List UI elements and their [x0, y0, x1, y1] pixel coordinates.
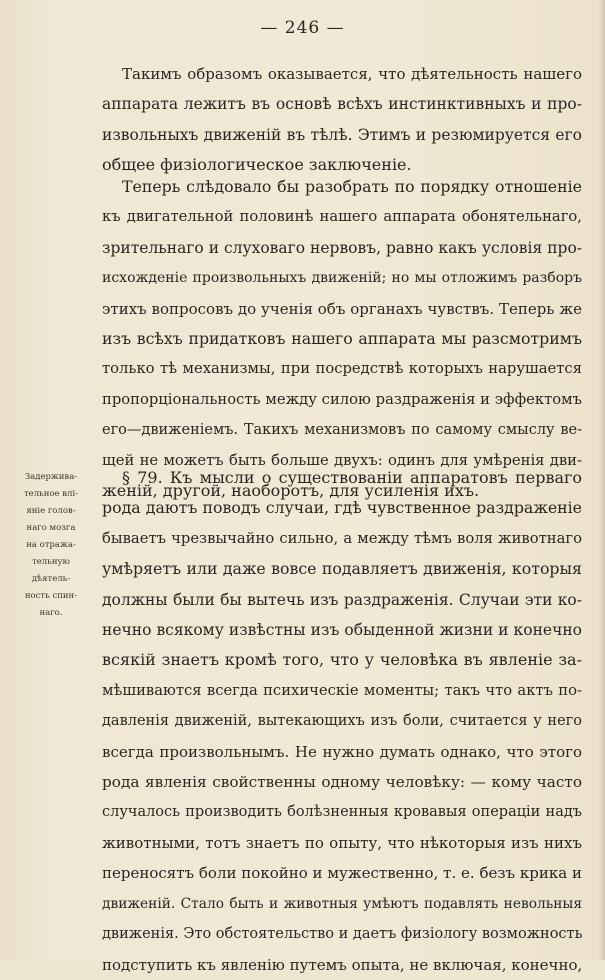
- text-line: умѣряетъ или даже вовсе подавляетъ движенія, которыя: [102, 559, 582, 579]
- text-line: пропорціональность между силою раздраженія и эффектомъ: [102, 390, 582, 408]
- paragraph-2: [102, 172, 582, 506]
- text-line: этихъ вопросовъ до ученія объ органахъ чувствъ. Теперь же: [102, 299, 582, 318]
- text-line: рода явленія свойственны одному человѣку: — кому часто: [102, 773, 582, 792]
- text-line: подступить къ явленію путемъ опыта, не включая, конечно,: [102, 955, 583, 974]
- text-line: аппарата лежитъ въ основѣ всѣхъ инстинктивныхъ и про-: [102, 95, 582, 114]
- text-line: животными, тотъ знаетъ по опыту, что нѣкоторыя изъ нихъ: [102, 833, 582, 852]
- margin-note-line: тельную: [32, 557, 70, 567]
- text-line: мѣшиваются всегда психическіе моменты; такъ что актъ по-: [102, 681, 582, 699]
- margin-note-line: наго.: [39, 608, 63, 618]
- text-line: должны были бы вытечь изъ раздраженія. Случаи эти ко-: [102, 590, 582, 609]
- page-edge-shadow: [599, 0, 605, 960]
- text-line: давленія движеній, вытекающихъ изъ боли, считается у него: [102, 713, 582, 730]
- text-line: всякій знаетъ кромѣ того, что у человѣка въ явленіе за-: [102, 650, 582, 670]
- text-line: движеній. Стало быть и животныя умѣютъ подавлять невольныя: [102, 895, 582, 912]
- margin-note-line: Задержива-: [24, 472, 78, 482]
- text-line: нечно всякому извѣстны изъ обыденной жизни и конечно: [102, 621, 582, 640]
- text-line: переносятъ боли покойно и мужественно, т. е. безъ крика и: [102, 864, 582, 883]
- text-line: случалось производить болѣзненныя кровавыя операціи надъ: [102, 804, 582, 821]
- text-line: общее физіологическое заключеніе.: [102, 155, 412, 175]
- text-line: всегда произвольнымъ. Не нужно думать однако, что этого: [102, 742, 582, 761]
- text-line: извольныхъ движеній въ тѣлѣ. Этимъ и резюмируется его: [102, 125, 582, 144]
- paragraph-3: [102, 463, 582, 980]
- text-line: § 79. Къ мысли о существованіи аппаратовъ перваго: [122, 468, 582, 487]
- text-line: Теперь слѣдовало бы разобрать по порядку отношеніе: [122, 177, 582, 196]
- text-line: движенія. Это обстоятельство и даетъ физіологу возможность: [102, 926, 583, 943]
- margin-note-line: тельное влі-: [23, 489, 79, 499]
- page-number: — 246 —: [260, 18, 345, 38]
- text-line: бываетъ чрезвычайно сильно, а между тѣмъ воля животнаго: [102, 529, 582, 547]
- margin-note-line: на отража-: [26, 540, 76, 550]
- paragraph-1: [102, 59, 582, 181]
- text-line: изъ всѣхъ придатковъ нашего аппарата мы разсмотримъ: [102, 329, 582, 349]
- text-line: щей не можетъ быть больше двухъ: одинъ для умѣренія дви-: [102, 451, 582, 469]
- text-line: зрительнаго и слуховаго нервовъ, равно какъ условія про-: [102, 238, 583, 257]
- text-line: только тѣ механизмы, при посредствѣ которыхъ нарушается: [102, 360, 582, 378]
- margin-note-line: дѣятель-: [31, 574, 71, 584]
- margin-note-line: яніе голов-: [26, 506, 76, 516]
- text-line: исхожденіе произвольныхъ движеній; но мы отложимъ разборъ: [102, 270, 582, 287]
- margin-note-line: наго мозга: [26, 523, 76, 533]
- text-line: Такимъ образомъ оказывается, что дѣятельность нашего: [122, 65, 582, 83]
- text-line: его—движеніемъ. Такихъ механизмовъ по самому смыслу ве-: [102, 422, 582, 439]
- text-line: къ двигательной половинѣ нашего аппарата обонятельнаго,: [102, 208, 582, 226]
- text-line: рода даютъ поводъ случаи, гдѣ чувственное раздраженіе: [102, 498, 582, 518]
- margin-note: [4, 469, 98, 622]
- margin-note-line: ность спин-: [24, 591, 78, 601]
- text-line: женій, другой, наоборотъ, для усиленія ихъ.: [102, 481, 480, 501]
